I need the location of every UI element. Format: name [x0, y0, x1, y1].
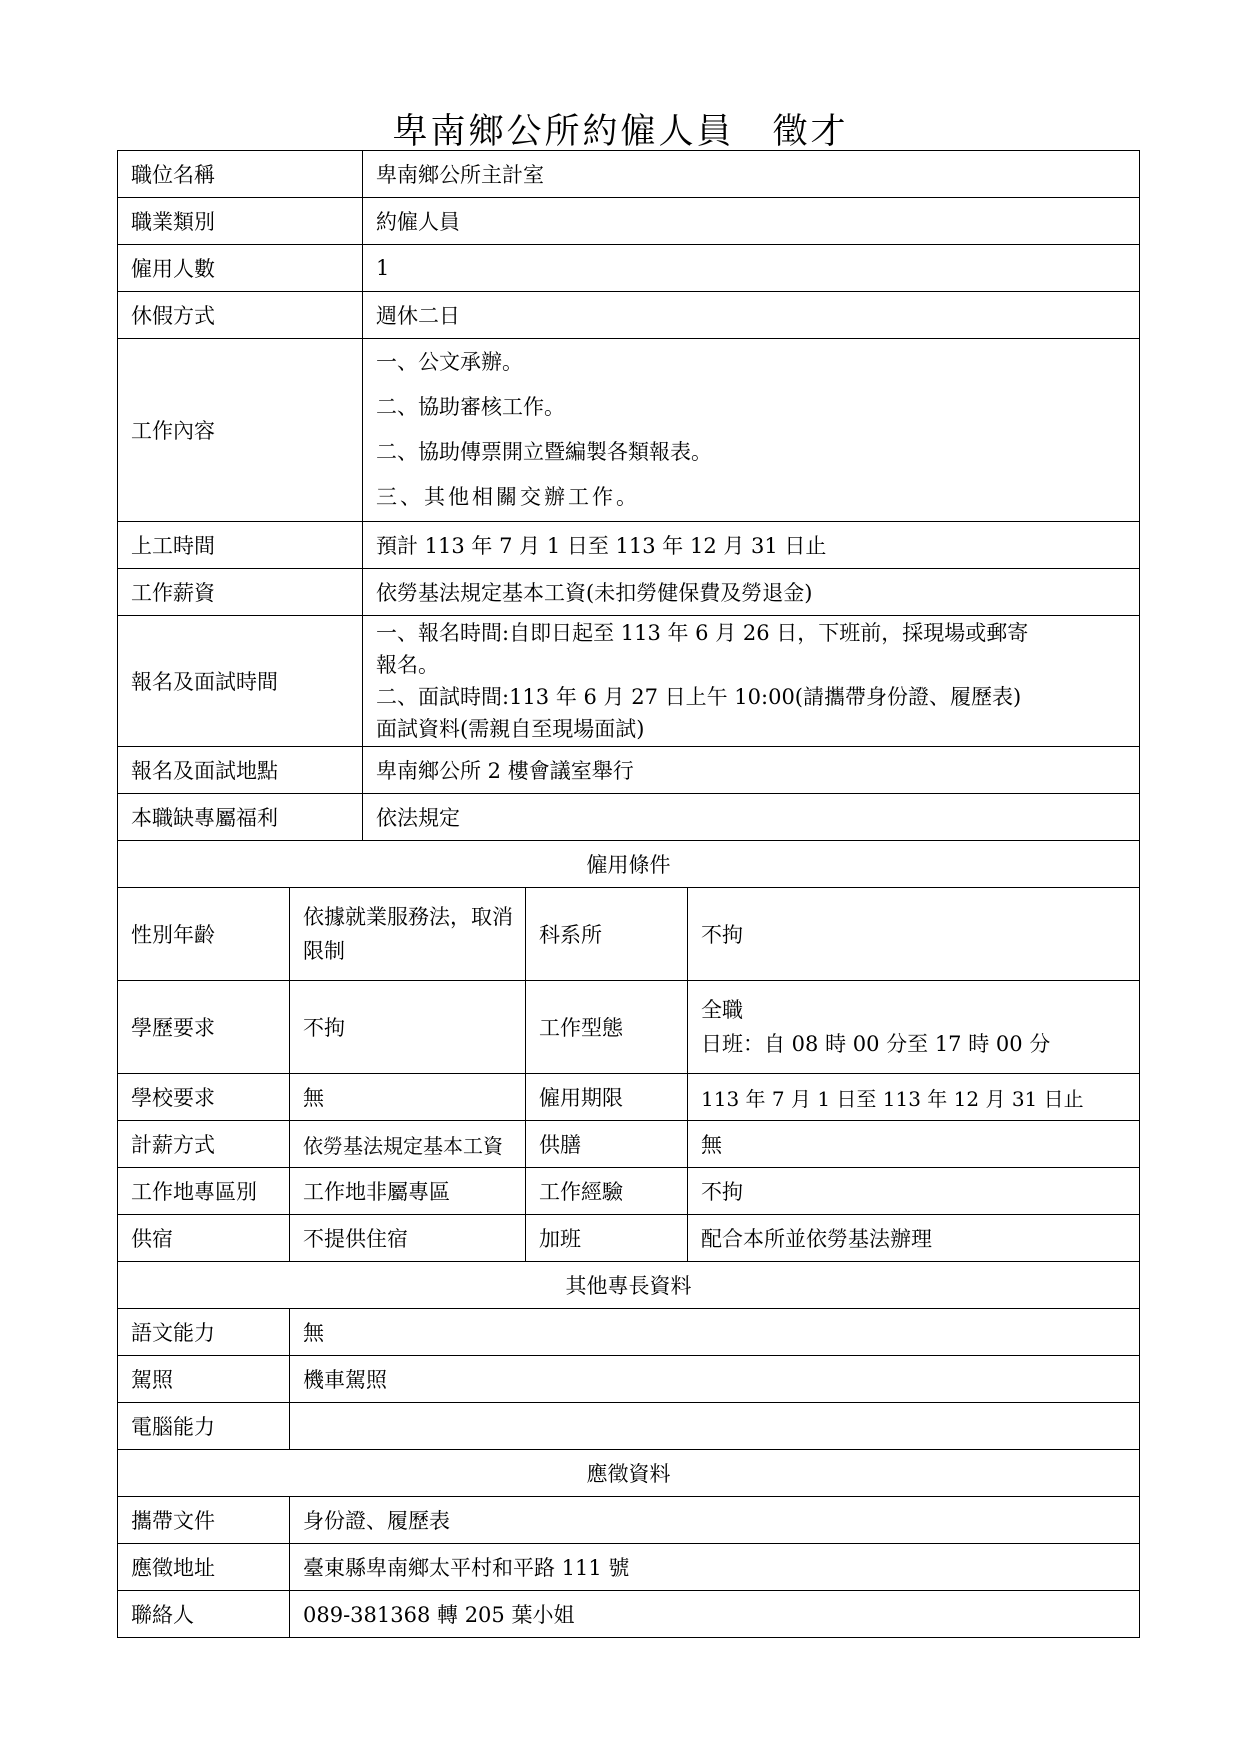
row-computer: [118, 1403, 1140, 1450]
row-education: [118, 981, 1140, 1074]
label-license: 駕照: [118, 1356, 290, 1403]
value-salary: 依勞基法規定基本工資(未扣勞健保費及勞退金): [363, 569, 1140, 616]
label-education: 學歷要求: [118, 981, 290, 1074]
row-pay-method: [118, 1121, 1140, 1168]
row-skills-heading: [118, 1262, 1140, 1309]
gender-age-line: 限制: [303, 939, 345, 963]
value-experience: 不拘: [688, 1168, 1140, 1215]
value-overtime: 配合本所並依勞基法辦理: [688, 1215, 1140, 1262]
value-department: 不拘: [688, 888, 1140, 981]
label-job-category: 職業類別: [118, 198, 363, 245]
label-contact: 聯絡人: [118, 1591, 290, 1638]
work-type-line: 日班：自 08 時 00 分至 17 時 00 分: [701, 1032, 1051, 1056]
row-work-zone: [118, 1168, 1140, 1215]
value-education: 不拘: [290, 981, 526, 1074]
value-position-name: 卑南鄉公所主計室: [363, 151, 1140, 198]
value-meals: 無: [688, 1121, 1140, 1168]
row-signup-time: [118, 616, 1140, 747]
label-address: 應徵地址: [118, 1544, 290, 1591]
label-work-zone: 工作地專區別: [118, 1168, 290, 1215]
value-work-period: 預計 113 年 7 月 1 日至 113 年 12 月 31 日止: [363, 522, 1140, 569]
value-headcount: 1: [363, 245, 1140, 292]
section-heading-application: 應徵資料: [118, 1450, 1140, 1497]
row-language: [118, 1309, 1140, 1356]
gender-age-line: 依據就業服務法，取消: [303, 905, 513, 929]
value-contact: 089-381368 轉 205 葉小姐: [290, 1591, 1140, 1638]
label-signup-time: 報名及面試時間: [118, 616, 363, 747]
label-gender-age: 性別年齡: [118, 888, 290, 981]
section-heading-conditions: 僱用條件: [118, 841, 1140, 888]
label-headcount: 僱用人數: [118, 245, 363, 292]
label-lodging: 供宿: [118, 1215, 290, 1262]
value-job-category: 約僱人員: [363, 198, 1140, 245]
row-headcount: [118, 245, 1140, 292]
value-work-zone: 工作地非屬專區: [290, 1168, 526, 1215]
work-type-line: 全職: [701, 998, 743, 1022]
row-address: [118, 1544, 1140, 1591]
section-heading-skills: 其他專長資料: [118, 1262, 1140, 1309]
label-work-type: 工作型態: [526, 981, 688, 1074]
row-contact: [118, 1591, 1140, 1638]
label-computer: 電腦能力: [118, 1403, 290, 1450]
value-lodging: 不提供住宿: [290, 1215, 526, 1262]
value-language: 無: [290, 1309, 1140, 1356]
label-work-period: 上工時間: [118, 522, 363, 569]
label-department: 科系所: [526, 888, 688, 981]
work-content-line: 三、其他相關交辦工作。: [376, 485, 640, 509]
row-application-heading: [118, 1450, 1140, 1497]
row-salary: [118, 569, 1140, 616]
label-school: 學校要求: [118, 1074, 290, 1121]
row-benefits: [118, 794, 1140, 841]
signup-time-line: 報名。: [376, 653, 439, 677]
label-pay-method: 計薪方式: [118, 1121, 290, 1168]
label-work-content: 工作內容: [118, 339, 363, 522]
recruitment-table: [117, 150, 1140, 1638]
row-lodging: [118, 1215, 1140, 1262]
label-meals: 供膳: [526, 1121, 688, 1168]
label-benefits: 本職缺專屬福利: [118, 794, 363, 841]
signup-time-line: 面試資料(需親自至現場面試): [376, 717, 645, 741]
value-school: 無: [290, 1074, 526, 1121]
work-content-line: 一、公文承辦。: [376, 350, 523, 374]
label-signup-place: 報名及面試地點: [118, 747, 363, 794]
value-benefits: 依法規定: [363, 794, 1140, 841]
row-signup-place: [118, 747, 1140, 794]
label-position-name: 職位名稱: [118, 151, 363, 198]
row-work-period: [118, 522, 1140, 569]
row-job-category: [118, 198, 1140, 245]
row-leave: [118, 292, 1140, 339]
row-license: [118, 1356, 1140, 1403]
page-title: 卑南鄉公所約僱人員 徵才: [392, 112, 849, 152]
value-employment-period: 113 年 7 月 1 日至 113 年 12 月 31 日止: [688, 1074, 1140, 1121]
value-signup-time: [363, 616, 1140, 747]
value-address: 臺東縣卑南鄉太平村和平路 111 號: [290, 1544, 1140, 1591]
value-work-type: [688, 981, 1140, 1074]
work-content-line: 二、協助審核工作。: [376, 395, 565, 419]
row-work-content: [118, 339, 1140, 522]
label-documents: 攜帶文件: [118, 1497, 290, 1544]
row-school: [118, 1074, 1140, 1121]
label-salary: 工作薪資: [118, 569, 363, 616]
row-gender-age: [118, 888, 1140, 981]
work-content-line: 二、協助傳票開立暨編製各類報表。: [376, 440, 712, 464]
label-employment-period: 僱用期限: [526, 1074, 688, 1121]
signup-time-line: 一、報名時間:自即日起至 113 年 6 月 26 日，下班前，採現場或郵寄: [376, 621, 1029, 645]
row-position-name: [118, 151, 1140, 198]
label-overtime: 加班: [526, 1215, 688, 1262]
value-computer: [290, 1403, 1140, 1450]
value-license: 機車駕照: [290, 1356, 1140, 1403]
value-gender-age: [290, 888, 526, 981]
row-documents: [118, 1497, 1140, 1544]
value-work-content: [363, 339, 1140, 522]
label-language: 語文能力: [118, 1309, 290, 1356]
value-signup-place: 卑南鄉公所 2 樓會議室舉行: [363, 747, 1140, 794]
value-pay-method: 依勞基法規定基本工資: [290, 1121, 526, 1168]
row-conditions-heading: [118, 841, 1140, 888]
value-documents: 身份證、履歷表: [290, 1497, 1140, 1544]
signup-time-line: 二、面試時間:113 年 6 月 27 日上午 10:00(請攜帶身份證、履歷表): [376, 685, 1022, 709]
value-leave: 週休二日: [363, 292, 1140, 339]
label-experience: 工作經驗: [526, 1168, 688, 1215]
label-leave: 休假方式: [118, 292, 363, 339]
